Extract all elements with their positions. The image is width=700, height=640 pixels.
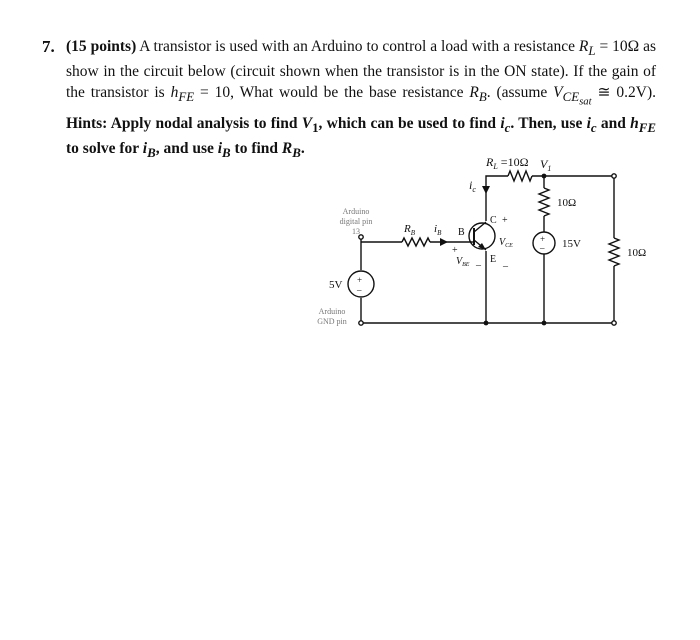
hint-ic-subscript: c [504,119,511,135]
hint-ic-symbol: i [500,114,505,132]
r1-value-label: 10Ω [557,197,577,209]
ib-label-subscript: B [437,229,442,237]
vce-label-symbol: V [499,237,506,248]
vce-sub-sat: sat [579,95,592,108]
collector-plus-label: + [502,215,508,226]
ic-label-symbol: i [469,178,473,192]
rb-subscript: B [478,89,487,105]
resistor-10ohm-middle [539,188,549,216]
hint-hfe-subscript: FE [638,119,656,135]
ib-arrow-icon [440,238,448,246]
rb-label-subscript: B [410,229,416,237]
rl-subscript: L [588,43,596,59]
hfe-value: = 10 [194,84,231,102]
resistor-rl [508,171,532,181]
vbe-label [456,256,470,268]
source-15v [533,232,555,254]
hint-rb-subscript: B [292,144,301,160]
arduino-pin-line2: digital pin [339,217,373,226]
source-15v-plus: + [540,234,546,244]
hint-v1-subscript: 1 [312,119,319,135]
hint-4: and [596,114,631,132]
v1-label [540,157,551,173]
hint-8: . [300,139,305,157]
text-4: . (assume [486,84,554,102]
junction-bottom-15v [542,321,547,326]
junction-bottom-emitter [484,321,489,326]
hint-ib-subscript: B [147,144,156,160]
terminal-v1-right [612,174,616,178]
ic-label-subscript: c [472,185,476,194]
vbe-minus-label: – [476,260,481,271]
vce-sub-ce: CE [562,89,580,105]
points-label: (15 points) [66,38,137,55]
vce-label-subscript: CE [505,243,513,249]
text-3: , What would be the base resistance [230,84,470,102]
rb-symbol: R [469,84,479,102]
source-15v-label: 15V [562,238,581,250]
hfe-subscript: FE [178,89,195,105]
arduino-gnd-line2: GND pin [317,317,347,326]
hint-6: , and use [155,139,218,157]
hint-ic2-subscript: c [590,119,597,135]
text-2: as show in the circuit below (circuit shown when the transistor is in the ON state). If the gain of the transistor is [66,38,656,102]
vbe-plus-label: + [452,245,458,256]
collector-label: C [490,215,497,226]
terminal-gnd [359,321,363,325]
r2-value-label: 10Ω [627,247,647,259]
rl-label-symbol: R [486,155,494,169]
ic-label [469,178,476,194]
source-5v [348,271,374,297]
hint-1: Apply nodal analysis to find [107,114,302,132]
v1-label-symbol: V [540,157,548,171]
text-1: A transistor is used with an Arduino to control a load with a resistance [136,38,579,55]
rl-symbol: R [578,38,589,55]
rb-label [403,223,416,237]
hint-rb-symbol: R [281,139,293,157]
source-5v-label: 5V [329,279,343,291]
source-5v-plus: + [357,275,363,285]
rl-label [485,155,529,171]
hint-ib2-subscript: B [222,144,231,160]
base-label: B [458,227,465,238]
question-number: 7. [42,37,55,56]
vbe-label-symbol: V [456,256,463,267]
transistor-npn [469,222,495,250]
circuit-labels [317,155,646,326]
hfe-symbol: h [170,84,179,102]
hint-7: to find [230,139,282,157]
rb-label-symbol: R [404,223,411,235]
hint-2: , which can be used to find [318,114,501,132]
junction-top [542,174,547,179]
v1-label-subscript: 1 [547,164,552,173]
arduino-gnd-line1: Arduino [318,307,346,316]
hint-v1-symbol: V [301,114,313,132]
rl-label-subscript: L [493,162,498,171]
hint-3: . Then, use [510,114,587,132]
rl-value: = 10Ω [595,38,640,55]
terminal-bottom-right [612,321,616,325]
hints-label: Hints: [66,114,108,132]
ib-label-symbol: i [434,223,438,235]
arduino-pin-line1: Arduino [342,207,370,216]
hint-ib2-symbol: i [217,139,223,157]
resistor-10ohm-right [609,238,619,266]
emitter-label: E [490,254,497,265]
ib-label [434,223,442,237]
vbe-label-subscript: BE [462,262,470,268]
resistor-rb [402,238,430,246]
vce-symbol: V [553,84,563,102]
hint-ic2-symbol: i [586,114,591,132]
source-15v-minus: – [540,243,545,253]
emitter-minus-label: – [503,261,508,272]
hint-5: to solve for [66,139,143,157]
hint-ib-symbol: i [142,139,148,157]
vce-value: ≅ 0.2V). [591,84,657,102]
vce-label [499,237,513,249]
rl-label-value: =10Ω [497,155,529,169]
hint-hfe-symbol: h [630,114,639,132]
source-5v-minus: – [357,285,362,295]
arduino-pin-line3: 13 [352,227,360,236]
ic-arrow-icon [482,186,490,194]
